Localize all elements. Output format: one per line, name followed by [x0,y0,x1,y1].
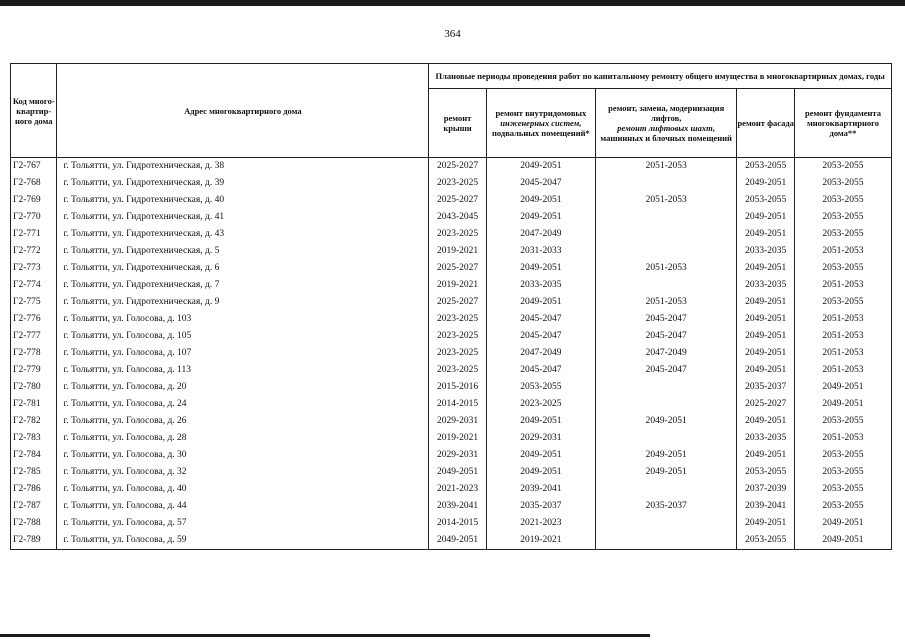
cell-roof: 2019-2021 [429,277,487,294]
cell-roof: 2014-2015 [429,515,487,532]
cell-facade: 2037-2039 [737,481,795,498]
cell-roof: 2019-2021 [429,430,487,447]
cell-roof: 2023-2025 [429,362,487,379]
cell-roof: 2025-2027 [429,192,487,209]
cell-systems: 2049-2051 [486,464,595,481]
cell-foundation: 2053-2055 [794,498,891,515]
cell-address: г. Тольятти, ул. Гидротехническая, д. 41 [57,209,429,226]
cell-code: Г2-777 [11,328,57,345]
cell-foundation: 2053-2055 [794,294,891,311]
header-roof: ремонт крыши [429,89,487,158]
header-lifts [595,89,736,158]
cell-lifts: 2045-2047 [595,328,736,345]
cell-facade: 2049-2051 [737,260,795,277]
cell-systems: 2049-2051 [486,447,595,464]
table-row [11,532,892,550]
table-row [11,515,892,532]
header-systems [486,89,595,158]
table-row [11,311,892,328]
cell-facade: 2049-2051 [737,447,795,464]
cell-address: г. Тольятти, ул. Гидротехническая, д. 40 [57,192,429,209]
cell-code: Г2-767 [11,158,57,176]
cell-systems: 2045-2047 [486,175,595,192]
cell-systems: 2045-2047 [486,328,595,345]
cell-facade: 2033-2035 [737,277,795,294]
cell-lifts [595,515,736,532]
cell-lifts: 2045-2047 [595,311,736,328]
top-rule [0,0,905,6]
cell-systems: 2039-2041 [486,481,595,498]
cell-systems: 2019-2021 [486,532,595,550]
header-foundation: ремонт фундамента многоквартирного дома** [794,89,891,158]
cell-foundation: 2049-2051 [794,396,891,413]
cell-code: Г2-772 [11,243,57,260]
table-row [11,498,892,515]
header-lifts-prefix: ремонт, замена, модернизация лифтов, [608,103,725,123]
cell-address: г. Тольятти, ул. Голосова, д. 103 [57,311,429,328]
cell-code: Г2-769 [11,192,57,209]
cell-roof: 2025-2027 [429,294,487,311]
cell-lifts: 2045-2047 [595,362,736,379]
cell-facade: 2035-2037 [737,379,795,396]
cell-lifts [595,379,736,396]
table-row [11,464,892,481]
cell-code: Г2-776 [11,311,57,328]
table-row [11,294,892,311]
cell-facade: 2049-2051 [737,209,795,226]
cell-facade: 2033-2035 [737,430,795,447]
cell-foundation: 2051-2053 [794,328,891,345]
table-row [11,243,892,260]
cell-foundation: 2049-2051 [794,532,891,550]
cell-lifts [595,396,736,413]
cell-code: Г2-783 [11,430,57,447]
table-row [11,175,892,192]
cell-lifts: 2049-2051 [595,447,736,464]
cell-code: Г2-773 [11,260,57,277]
cell-address: г. Тольятти, ул. Голосова, д. 26 [57,413,429,430]
header-facade: ремонт фасада [737,89,795,158]
cell-systems: 2033-2035 [486,277,595,294]
cell-foundation: 2051-2053 [794,243,891,260]
cell-systems: 2049-2051 [486,192,595,209]
cell-facade: 2053-2055 [737,532,795,550]
cell-systems: 2045-2047 [486,362,595,379]
cell-foundation: 2053-2055 [794,260,891,277]
table-row [11,260,892,277]
cell-foundation: 2053-2055 [794,464,891,481]
header-periods: Плановые периоды проведения работ по капитальному ремонту общего имущества в многоквартирных домах, годы [429,64,892,89]
cell-address: г. Тольятти, ул. Голосова, д. 32 [57,464,429,481]
cell-foundation: 2053-2055 [794,209,891,226]
cell-address: г. Тольятти, ул. Голосова, д. 44 [57,498,429,515]
cell-code: Г2-789 [11,532,57,550]
cell-foundation: 2051-2053 [794,430,891,447]
cell-foundation: 2053-2055 [794,192,891,209]
cell-address: г. Тольятти, ул. Гидротехническая, д. 39 [57,175,429,192]
cell-systems: 2035-2037 [486,498,595,515]
cell-roof: 2023-2025 [429,226,487,243]
cell-lifts [595,430,736,447]
cell-facade: 2049-2051 [737,345,795,362]
cell-foundation: 2053-2055 [794,413,891,430]
cell-roof: 2049-2051 [429,464,487,481]
cell-lifts: 2051-2053 [595,260,736,277]
cell-address: г. Тольятти, ул. Голосова, д. 24 [57,396,429,413]
header-systems-prefix: ремонт внутридомовых [495,108,587,118]
cell-roof: 2029-2031 [429,447,487,464]
cell-code: Г2-784 [11,447,57,464]
cell-address: г. Тольятти, ул. Гидротехническая, д. 43 [57,226,429,243]
cell-address: г. Тольятти, ул. Голосова, д. 113 [57,362,429,379]
cell-roof: 2023-2025 [429,345,487,362]
table-row [11,277,892,294]
cell-roof: 2039-2041 [429,498,487,515]
cell-systems: 2023-2025 [486,396,595,413]
cell-lifts [595,175,736,192]
cell-lifts [595,243,736,260]
cell-facade: 2049-2051 [737,362,795,379]
table-row [11,413,892,430]
cell-code: Г2-771 [11,226,57,243]
cell-systems: 2049-2051 [486,294,595,311]
cell-roof: 2021-2023 [429,481,487,498]
cell-code: Г2-788 [11,515,57,532]
cell-systems: 2053-2055 [486,379,595,396]
cell-address: г. Тольятти, ул. Гидротехническая, д. 38 [57,158,429,176]
cell-systems: 2049-2051 [486,209,595,226]
cell-foundation: 2049-2051 [794,379,891,396]
cell-address: г. Тольятти, ул. Голосова, д. 105 [57,328,429,345]
cell-foundation: 2053-2055 [794,481,891,498]
cell-foundation: 2053-2055 [794,158,891,176]
cell-lifts [595,226,736,243]
cell-roof: 2049-2051 [429,532,487,550]
table-row [11,430,892,447]
cell-address: г. Тольятти, ул. Голосова, д. 40 [57,481,429,498]
cell-facade: 2039-2041 [737,498,795,515]
table-row [11,447,892,464]
cell-code: Г2-782 [11,413,57,430]
table-row [11,481,892,498]
header-lifts-suffix: машинных и блочных помещений [600,133,732,143]
cell-address: г. Тольятти, ул. Гидротехническая, д. 5 [57,243,429,260]
cell-code: Г2-768 [11,175,57,192]
cell-systems: 2047-2049 [486,226,595,243]
cell-lifts [595,209,736,226]
cell-lifts [595,481,736,498]
cell-systems: 2049-2051 [486,260,595,277]
cell-facade: 2049-2051 [737,175,795,192]
header-code: Код много-квартир-ного дома [11,64,57,158]
table-row [11,209,892,226]
cell-address: г. Тольятти, ул. Гидротехническая, д. 6 [57,260,429,277]
cell-roof: 2023-2025 [429,328,487,345]
cell-foundation: 2051-2053 [794,277,891,294]
header-systems-italic: инженерных систем, [500,118,582,128]
table-row [11,158,892,176]
cell-facade: 2025-2027 [737,396,795,413]
repair-schedule-table [10,63,892,550]
cell-roof: 2043-2045 [429,209,487,226]
cell-foundation: 2053-2055 [794,226,891,243]
cell-lifts [595,277,736,294]
cell-lifts: 2049-2051 [595,464,736,481]
cell-foundation: 2051-2053 [794,311,891,328]
cell-code: Г2-778 [11,345,57,362]
cell-roof: 2025-2027 [429,158,487,176]
cell-facade: 2049-2051 [737,294,795,311]
cell-address: г. Тольятти, ул. Голосова, д. 28 [57,430,429,447]
cell-foundation: 2053-2055 [794,175,891,192]
header-systems-suffix: подвальных помещений* [492,128,590,138]
cell-lifts: 2051-2053 [595,294,736,311]
cell-systems: 2031-2033 [486,243,595,260]
table-row [11,226,892,243]
cell-facade: 2053-2055 [737,192,795,209]
cell-address: г. Тольятти, ул. Голосова, д. 30 [57,447,429,464]
cell-roof: 2023-2025 [429,175,487,192]
bottom-rule [0,634,650,637]
cell-address: г. Тольятти, ул. Голосова, д. 57 [57,515,429,532]
cell-roof: 2014-2015 [429,396,487,413]
cell-code: Г2-779 [11,362,57,379]
cell-code: Г2-770 [11,209,57,226]
header-lifts-italic: ремонт лифтовых шахт, [617,123,716,133]
cell-code: Г2-786 [11,481,57,498]
cell-code: Г2-775 [11,294,57,311]
cell-lifts: 2051-2053 [595,192,736,209]
cell-systems: 2045-2047 [486,311,595,328]
cell-address: г. Тольятти, ул. Гидротехническая, д. 7 [57,277,429,294]
table-row [11,345,892,362]
page-number: 364 [444,28,461,40]
cell-code: Г2-781 [11,396,57,413]
cell-facade: 2049-2051 [737,328,795,345]
cell-facade: 2053-2055 [737,464,795,481]
cell-code: Г2-780 [11,379,57,396]
cell-systems: 2021-2023 [486,515,595,532]
table-body [11,158,892,550]
cell-facade: 2049-2051 [737,311,795,328]
cell-lifts: 2051-2053 [595,158,736,176]
cell-lifts: 2049-2051 [595,413,736,430]
cell-lifts: 2047-2049 [595,345,736,362]
cell-address: г. Тольятти, ул. Голосова, д. 20 [57,379,429,396]
cell-code: Г2-785 [11,464,57,481]
cell-lifts: 2035-2037 [595,498,736,515]
cell-facade: 2033-2035 [737,243,795,260]
cell-address: г. Тольятти, ул. Гидротехническая, д. 9 [57,294,429,311]
cell-foundation: 2049-2051 [794,515,891,532]
cell-facade: 2053-2055 [737,158,795,176]
cell-systems: 2029-2031 [486,430,595,447]
cell-roof: 2015-2016 [429,379,487,396]
cell-address: г. Тольятти, ул. Голосова, д. 59 [57,532,429,550]
cell-code: Г2-774 [11,277,57,294]
cell-systems: 2049-2051 [486,413,595,430]
table-row [11,362,892,379]
cell-systems: 2047-2049 [486,345,595,362]
cell-foundation: 2051-2053 [794,362,891,379]
cell-lifts [595,532,736,550]
table-row [11,328,892,345]
cell-address: г. Тольятти, ул. Голосова, д. 107 [57,345,429,362]
header-address: Адрес многоквартирного дома [57,64,429,158]
cell-roof: 2025-2027 [429,260,487,277]
cell-facade: 2049-2051 [737,226,795,243]
cell-foundation: 2051-2053 [794,345,891,362]
cell-facade: 2049-2051 [737,413,795,430]
cell-systems: 2049-2051 [486,158,595,176]
cell-roof: 2023-2025 [429,311,487,328]
cell-foundation: 2053-2055 [794,447,891,464]
cell-code: Г2-787 [11,498,57,515]
cell-roof: 2029-2031 [429,413,487,430]
table-row [11,192,892,209]
cell-roof: 2019-2021 [429,243,487,260]
table-row [11,379,892,396]
table-row [11,396,892,413]
cell-facade: 2049-2051 [737,515,795,532]
